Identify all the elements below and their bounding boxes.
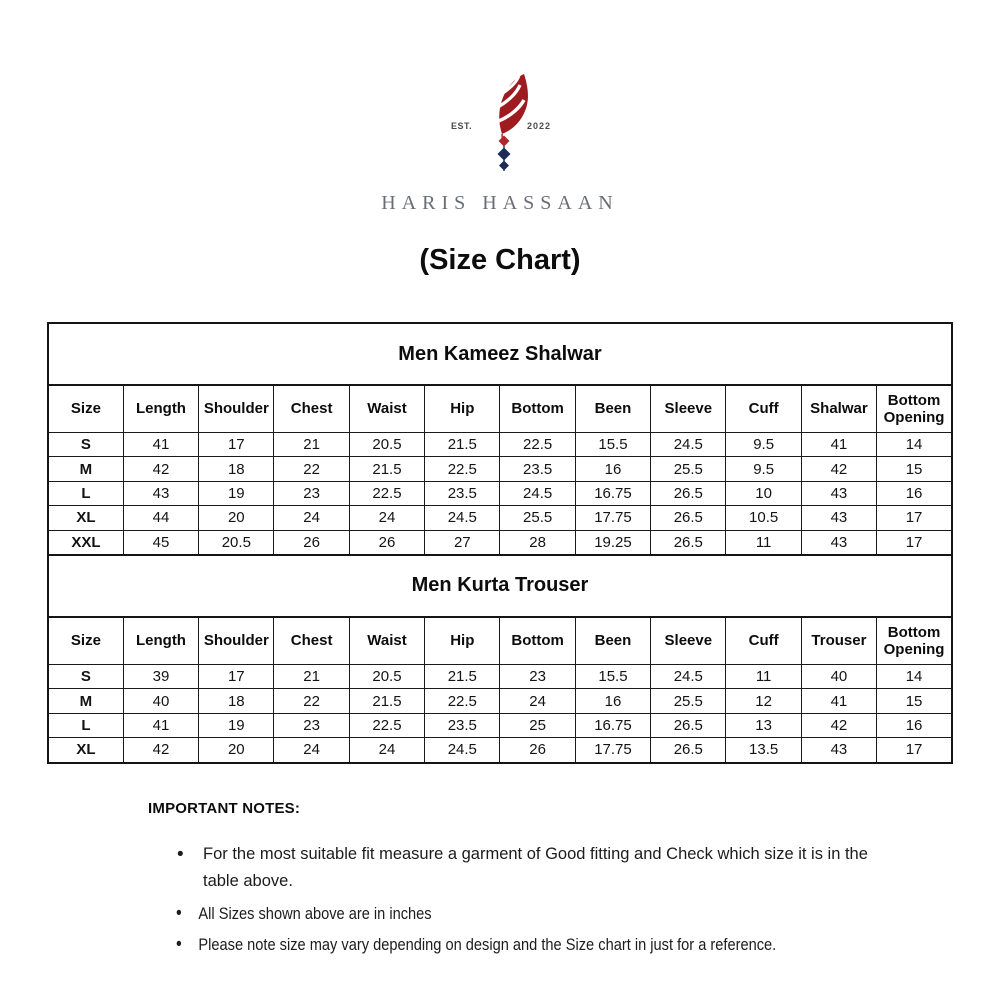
measurement-cell: 9.5	[726, 433, 801, 457]
table-row	[48, 433, 952, 457]
measurement-cell: 19.25	[575, 530, 650, 555]
measurement-cell: 26	[274, 530, 349, 555]
measurement-cell: 25.5	[651, 689, 726, 713]
size-cell: L	[48, 713, 123, 737]
measurement-cell: 19	[199, 713, 274, 737]
measurement-cell: 21.5	[425, 433, 500, 457]
column-header: Length	[123, 385, 198, 433]
column-header: Been	[575, 617, 650, 665]
measurement-cell: 21.5	[425, 664, 500, 688]
page-title: (Size Chart)	[419, 244, 581, 276]
measurement-cell: 42	[801, 713, 876, 737]
column-header: Waist	[349, 617, 424, 665]
note-item: • For the most suitable fit measure a garment of Good fitting and Check which size it is in the table above.	[170, 841, 903, 895]
column-header: Cuff	[726, 617, 801, 665]
measurement-cell: 17	[199, 664, 274, 688]
measurement-cell: 25.5	[500, 506, 575, 530]
measurement-cell: 23.5	[425, 481, 500, 505]
column-header: Sleeve	[651, 617, 726, 665]
measurement-cell: 21	[274, 664, 349, 688]
measurement-cell: 24.5	[651, 664, 726, 688]
measurement-cell: 26	[349, 530, 424, 555]
size-cell: M	[48, 689, 123, 713]
measurement-cell: 12	[726, 689, 801, 713]
measurement-cell: 40	[123, 689, 198, 713]
measurement-cell: 15	[877, 689, 952, 713]
table-row	[48, 738, 952, 763]
column-header: Hip	[425, 617, 500, 665]
measurement-cell: 42	[123, 738, 198, 763]
measurement-cell: 21.5	[349, 457, 424, 481]
measurement-cell: 22	[274, 689, 349, 713]
measurement-cell: 24	[500, 689, 575, 713]
column-header: Sleeve	[651, 385, 726, 433]
measurement-cell: 22.5	[349, 713, 424, 737]
note-item: • Please note size may vary depending on design and the Size chart in just for a reference.	[170, 933, 875, 957]
measurement-cell: 23.5	[500, 457, 575, 481]
measurement-cell: 24	[349, 506, 424, 530]
measurement-cell: 16.75	[575, 481, 650, 505]
important-notes-list	[170, 841, 990, 964]
measurement-cell: 42	[801, 457, 876, 481]
measurement-cell: 15	[877, 457, 952, 481]
column-header: Bottom Opening	[877, 617, 952, 665]
measurement-cell: 16.75	[575, 713, 650, 737]
measurement-cell: 24.5	[425, 506, 500, 530]
measurement-cell: 11	[726, 664, 801, 688]
measurement-cell: 26.5	[651, 530, 726, 555]
measurement-cell: 18	[199, 689, 274, 713]
measurement-cell: 24	[349, 738, 424, 763]
measurement-cell: 21.5	[349, 689, 424, 713]
column-header: Chest	[274, 385, 349, 433]
column-header: Been	[575, 385, 650, 433]
measurement-cell: 22.5	[349, 481, 424, 505]
measurement-cell: 10.5	[726, 506, 801, 530]
measurement-cell: 16	[575, 457, 650, 481]
measurement-cell: 22.5	[425, 457, 500, 481]
size-cell: XL	[48, 506, 123, 530]
table-section-title-row	[48, 555, 952, 617]
column-header: Hip	[425, 385, 500, 433]
note-item: • All Sizes shown above are in inches	[170, 902, 875, 926]
measurement-cell: 43	[801, 481, 876, 505]
size-cell: S	[48, 433, 123, 457]
measurement-cell: 43	[801, 530, 876, 555]
measurement-cell: 41	[801, 689, 876, 713]
column-header: Waist	[349, 385, 424, 433]
measurement-cell: 16	[877, 481, 952, 505]
measurement-cell: 25.5	[651, 457, 726, 481]
column-header: Chest	[274, 617, 349, 665]
size-cell: S	[48, 664, 123, 688]
measurement-cell: 41	[801, 433, 876, 457]
measurement-cell: 16	[877, 713, 952, 737]
measurement-cell: 14	[877, 433, 952, 457]
measurement-cell: 9.5	[726, 457, 801, 481]
measurement-cell: 23	[274, 481, 349, 505]
measurement-cell: 20.5	[199, 530, 274, 555]
measurement-cell: 24	[274, 738, 349, 763]
measurement-cell: 43	[801, 506, 876, 530]
size-chart-table	[47, 322, 953, 764]
measurement-cell: 26.5	[651, 738, 726, 763]
measurement-cell: 43	[801, 738, 876, 763]
measurement-cell: 26.5	[651, 713, 726, 737]
measurement-cell: 15.5	[575, 664, 650, 688]
measurement-cell: 26	[500, 738, 575, 763]
measurement-cell: 26.5	[651, 506, 726, 530]
measurement-cell: 21	[274, 433, 349, 457]
measurement-cell: 20.5	[349, 433, 424, 457]
column-header: Size	[48, 385, 123, 433]
measurement-cell: 42	[123, 457, 198, 481]
measurement-cell: 22	[274, 457, 349, 481]
table-row	[48, 664, 952, 688]
column-header: Bottom Opening	[877, 385, 952, 433]
logo-year-label: 2022	[527, 121, 552, 131]
table-row	[48, 689, 952, 713]
size-cell: XL	[48, 738, 123, 763]
table-row	[48, 506, 952, 530]
measurement-cell: 15.5	[575, 433, 650, 457]
column-header: Bottom	[500, 617, 575, 665]
table-section-title: Men Kameez Shalwar	[48, 323, 952, 385]
measurement-cell: 26.5	[651, 481, 726, 505]
measurement-cell: 13	[726, 713, 801, 737]
measurement-cell: 16	[575, 689, 650, 713]
measurement-cell: 41	[123, 713, 198, 737]
measurement-cell: 43	[123, 481, 198, 505]
measurement-cell: 23.5	[425, 713, 500, 737]
measurement-cell: 28	[500, 530, 575, 555]
column-header: Bottom	[500, 385, 575, 433]
size-cell: M	[48, 457, 123, 481]
table-section-title: Men Kurta Trouser	[48, 555, 952, 617]
measurement-cell: 13.5	[726, 738, 801, 763]
column-header: Cuff	[726, 385, 801, 433]
measurement-cell: 20	[199, 738, 274, 763]
column-header: Length	[123, 617, 198, 665]
measurement-cell: 45	[123, 530, 198, 555]
measurement-cell: 20.5	[349, 664, 424, 688]
measurement-cell: 19	[199, 481, 274, 505]
size-cell: XXL	[48, 530, 123, 555]
measurement-cell: 41	[123, 433, 198, 457]
table-section-title-row	[48, 323, 952, 385]
brand-name: HARIS HASSAAN	[381, 192, 619, 214]
measurement-cell: 17	[877, 738, 952, 763]
measurement-cell: 22.5	[500, 433, 575, 457]
size-cell: L	[48, 481, 123, 505]
table-header-row	[48, 617, 952, 665]
logo-est-label: EST.	[450, 121, 472, 131]
column-header: Shalwar	[801, 385, 876, 433]
measurement-cell: 20	[199, 506, 274, 530]
measurement-cell: 44	[123, 506, 198, 530]
measurement-cell: 39	[123, 664, 198, 688]
table-row	[48, 713, 952, 737]
measurement-cell: 11	[726, 530, 801, 555]
measurement-cell: 17	[877, 530, 952, 555]
table-header-row	[48, 385, 952, 433]
measurement-cell: 10	[726, 481, 801, 505]
measurement-cell: 17.75	[575, 738, 650, 763]
measurement-cell: 24	[274, 506, 349, 530]
table-row	[48, 481, 952, 505]
measurement-cell: 17	[199, 433, 274, 457]
column-header: Size	[48, 617, 123, 665]
measurement-cell: 25	[500, 713, 575, 737]
table-row	[48, 457, 952, 481]
table-row	[48, 530, 952, 555]
measurement-cell: 22.5	[425, 689, 500, 713]
column-header: Trouser	[801, 617, 876, 665]
measurement-cell: 18	[199, 457, 274, 481]
important-notes-heading: IMPORTANT NOTES:	[148, 800, 301, 817]
measurement-cell: 40	[801, 664, 876, 688]
column-header: Shoulder	[199, 617, 274, 665]
measurement-cell: 27	[425, 530, 500, 555]
column-header: Shoulder	[199, 385, 274, 433]
measurement-cell: 24.5	[651, 433, 726, 457]
measurement-cell: 17	[877, 506, 952, 530]
measurement-cell: 23	[500, 664, 575, 688]
measurement-cell: 14	[877, 664, 952, 688]
measurement-cell: 17.75	[575, 506, 650, 530]
measurement-cell: 24.5	[500, 481, 575, 505]
measurement-cell: 24.5	[425, 738, 500, 763]
measurement-cell: 23	[274, 713, 349, 737]
